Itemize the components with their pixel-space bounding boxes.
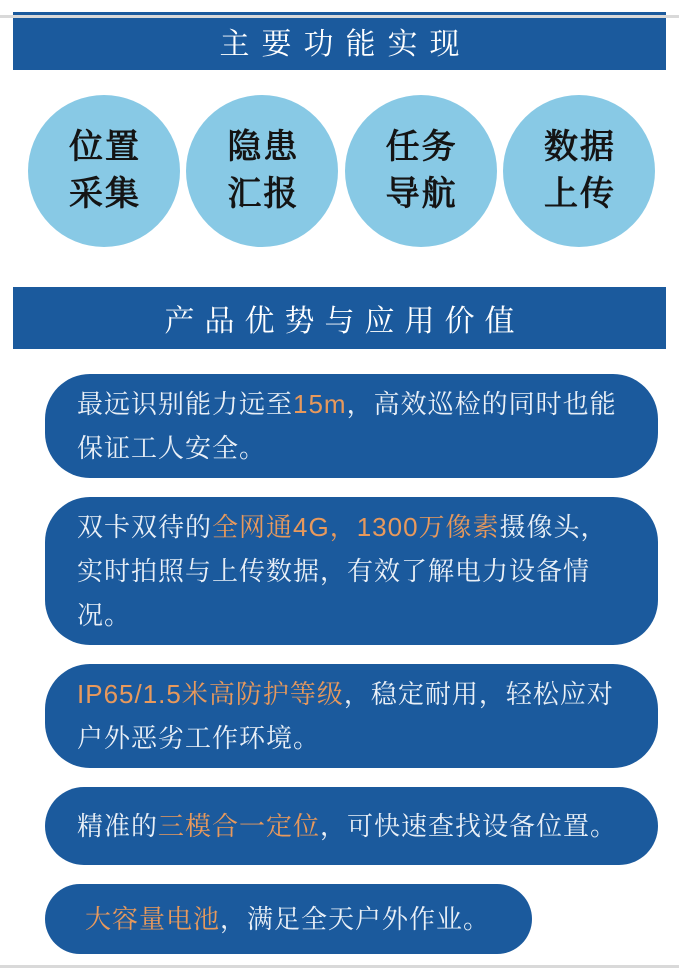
top-divider-line (0, 15, 679, 18)
card-text: ，满足全天户外作业。 (220, 904, 491, 934)
circle-label-line: 汇报 (227, 175, 300, 213)
circle-label-line: 导航 (385, 175, 458, 213)
card-text: 双卡双待的 (77, 512, 213, 542)
feature-circle-data (503, 95, 655, 247)
circle-label-line: 隐患 (227, 128, 300, 166)
bottom-divider-line (0, 965, 679, 968)
feature-circle-task (345, 95, 497, 247)
circle-label-line: 位置 (69, 128, 141, 166)
card-highlight-text: IP65/1.5米高防护等级 (77, 679, 344, 709)
advantage-card (45, 787, 658, 865)
card-text: ，可快速查找设备位置。 (320, 811, 618, 841)
circle-label-line: 采集 (69, 175, 141, 213)
card-text: 最远识别能力远至 (77, 389, 294, 419)
card-text: ，高效巡检的同时也能保证工人安全。 (77, 389, 617, 463)
advantages-section-title: 产品优势与应用价值 (13, 287, 666, 349)
card-highlight-text: 全网通4G，1300万像素 (212, 512, 500, 542)
card-highlight-text: 15m (293, 389, 347, 419)
feature-circle-hazard (186, 95, 338, 247)
advantage-card (45, 497, 658, 645)
feature-circle-location (28, 95, 180, 247)
advantage-card (45, 374, 658, 478)
circle-label-line: 数据 (543, 128, 616, 166)
card-highlight-text: 大容量电池 (85, 904, 221, 934)
feature-circles-row (0, 95, 679, 247)
card-text: ，稳定耐用，轻松应对户外恶劣工作环境。 (77, 679, 614, 753)
advantage-card (45, 664, 658, 768)
card-text: 精准的 (77, 811, 159, 841)
features-section-title: 主要功能实现 (13, 12, 666, 70)
circle-label-line: 上传 (543, 175, 616, 213)
advantage-card (45, 884, 532, 954)
circle-label-line: 任务 (385, 128, 458, 166)
card-text: 摄像头，实时拍照与上传数据，有效了解电力设备情况。 (77, 512, 608, 630)
advantage-cards (0, 374, 679, 954)
card-highlight-text: 三模合一定位 (158, 811, 321, 841)
